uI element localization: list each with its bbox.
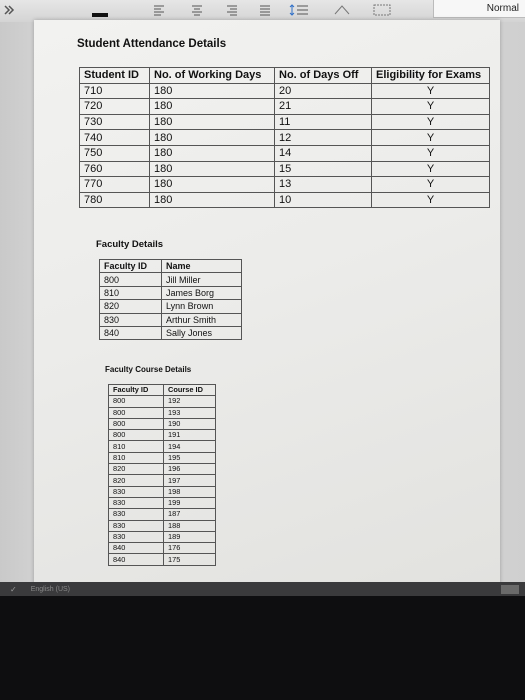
faculty-course-cell: 800 bbox=[109, 407, 164, 418]
faculty-course-cell: 199 bbox=[164, 497, 216, 508]
faculty-course-cell: 830 bbox=[109, 509, 164, 520]
faculty-cell: 830 bbox=[100, 313, 162, 326]
attendance-cell: 20 bbox=[275, 83, 372, 99]
faculty-course-header-cell: Course ID bbox=[164, 385, 216, 396]
faculty-course-cell: 810 bbox=[109, 452, 164, 463]
borders-icon[interactable] bbox=[372, 2, 392, 18]
attendance-cell: Y bbox=[372, 145, 490, 161]
faculty-course-title: Faculty Course Details bbox=[105, 365, 192, 374]
attendance-cell: 180 bbox=[150, 99, 275, 115]
spell-check-icon[interactable]: ✓ bbox=[10, 584, 17, 594]
faculty-course-row bbox=[109, 543, 216, 554]
attendance-cell: Y bbox=[372, 177, 490, 193]
faculty-course-cell: 193 bbox=[164, 407, 216, 418]
document-area bbox=[0, 22, 525, 582]
faculty-course-cell: 800 bbox=[109, 418, 164, 429]
faculty-course-row bbox=[109, 520, 216, 531]
attendance-cell: 180 bbox=[150, 145, 275, 161]
faculty-course-cell: 198 bbox=[164, 486, 216, 497]
line-spacing-icon[interactable] bbox=[288, 2, 310, 18]
faculty-course-cell: 176 bbox=[164, 543, 216, 554]
attendance-cell: 720 bbox=[80, 99, 150, 115]
attendance-cell: Y bbox=[372, 130, 490, 146]
faculty-course-row bbox=[109, 464, 216, 475]
attendance-cell: 15 bbox=[275, 161, 372, 177]
faculty-cell: Jill Miller bbox=[162, 273, 242, 286]
language-status[interactable]: English (US) bbox=[30, 585, 70, 593]
attendance-header-cell: Student ID bbox=[80, 68, 150, 84]
attendance-header-row bbox=[80, 68, 490, 84]
attendance-row bbox=[80, 192, 490, 208]
attendance-row bbox=[80, 130, 490, 146]
attendance-cell: 750 bbox=[80, 145, 150, 161]
attendance-cell: 180 bbox=[150, 192, 275, 208]
faculty-header-cell: Faculty ID bbox=[100, 260, 162, 273]
faculty-cell: 810 bbox=[100, 286, 162, 299]
faculty-cell: James Borg bbox=[162, 286, 242, 299]
attendance-cell: 180 bbox=[150, 114, 275, 130]
attendance-cell: 11 bbox=[275, 114, 372, 130]
faculty-row bbox=[100, 326, 242, 339]
faculty-row bbox=[100, 286, 242, 299]
faculty-cell: 820 bbox=[100, 300, 162, 313]
attendance-title: Student Attendance Details bbox=[77, 38, 227, 50]
faculty-course-row bbox=[109, 509, 216, 520]
desk-background bbox=[0, 596, 525, 700]
faculty-course-row bbox=[109, 418, 216, 429]
attendance-cell: Y bbox=[372, 83, 490, 99]
faculty-cell: 840 bbox=[100, 326, 162, 339]
faculty-header-row bbox=[100, 260, 242, 273]
style-normal-box[interactable] bbox=[433, 0, 525, 18]
attendance-cell: 180 bbox=[150, 161, 275, 177]
attendance-cell: Y bbox=[372, 114, 490, 130]
faculty-course-cell: 187 bbox=[164, 509, 216, 520]
attendance-cell: 12 bbox=[275, 130, 372, 146]
shading-icon[interactable] bbox=[332, 2, 352, 18]
view-toggle-icon[interactable] bbox=[501, 585, 519, 594]
attendance-cell: 10 bbox=[275, 192, 372, 208]
faculty-course-cell: 830 bbox=[109, 497, 164, 508]
font-color-icon[interactable] bbox=[90, 2, 110, 18]
faculty-course-row bbox=[109, 486, 216, 497]
attendance-header-cell: Eligibility for Exams bbox=[372, 68, 490, 84]
attendance-cell: 760 bbox=[80, 161, 150, 177]
faculty-course-row bbox=[109, 407, 216, 418]
attendance-cell: 770 bbox=[80, 177, 150, 193]
attendance-cell: 180 bbox=[150, 83, 275, 99]
faculty-cell: Lynn Brown bbox=[162, 300, 242, 313]
faculty-course-cell: 810 bbox=[109, 441, 164, 452]
faculty-course-row bbox=[109, 497, 216, 508]
attendance-cell: 710 bbox=[80, 83, 150, 99]
attendance-cell: Y bbox=[372, 161, 490, 177]
faculty-row bbox=[100, 300, 242, 313]
faculty-row bbox=[100, 273, 242, 286]
faculty-course-row bbox=[109, 554, 216, 565]
faculty-cell: 800 bbox=[100, 273, 162, 286]
status-bar bbox=[0, 582, 525, 596]
faculty-course-cell: 840 bbox=[109, 543, 164, 554]
faculty-course-cell: 830 bbox=[109, 486, 164, 497]
faculty-course-cell: 820 bbox=[109, 475, 164, 486]
faculty-course-cell: 820 bbox=[109, 464, 164, 475]
faculty-course-cell: 196 bbox=[164, 464, 216, 475]
faculty-row bbox=[100, 313, 242, 326]
faculty-course-row bbox=[109, 475, 216, 486]
faculty-table bbox=[99, 259, 242, 340]
style-normal-label: Normal bbox=[486, 3, 519, 14]
attendance-cell: Y bbox=[372, 99, 490, 115]
faculty-course-header-cell: Faculty ID bbox=[109, 385, 164, 396]
attendance-cell: 21 bbox=[275, 99, 372, 115]
faculty-course-table bbox=[108, 384, 216, 566]
faculty-course-cell: 192 bbox=[164, 396, 216, 407]
attendance-cell: 13 bbox=[275, 177, 372, 193]
attendance-cell: Y bbox=[372, 192, 490, 208]
faculty-course-cell: 191 bbox=[164, 430, 216, 441]
attendance-row bbox=[80, 83, 490, 99]
justify-icon[interactable] bbox=[258, 2, 272, 18]
document-page[interactable] bbox=[34, 20, 500, 586]
faculty-course-cell: 800 bbox=[109, 430, 164, 441]
attendance-row bbox=[80, 145, 490, 161]
attendance-cell: 740 bbox=[80, 130, 150, 146]
faculty-course-row bbox=[109, 430, 216, 441]
faculty-course-row bbox=[109, 396, 216, 407]
attendance-cell: 780 bbox=[80, 192, 150, 208]
faculty-course-cell: 197 bbox=[164, 475, 216, 486]
attendance-row bbox=[80, 99, 490, 115]
attendance-row bbox=[80, 114, 490, 130]
faculty-course-row bbox=[109, 441, 216, 452]
attendance-cell: 180 bbox=[150, 177, 275, 193]
attendance-header-cell: No. of Days Off bbox=[275, 68, 372, 84]
faculty-cell: Arthur Smith bbox=[162, 313, 242, 326]
styles-pane-icon[interactable] bbox=[2, 2, 16, 18]
attendance-cell: 730 bbox=[80, 114, 150, 130]
faculty-header-cell: Name bbox=[162, 260, 242, 273]
faculty-course-cell: 190 bbox=[164, 418, 216, 429]
attendance-table bbox=[79, 67, 490, 208]
faculty-course-row bbox=[109, 531, 216, 542]
faculty-course-cell: 194 bbox=[164, 441, 216, 452]
faculty-course-cell: 189 bbox=[164, 531, 216, 542]
align-right-icon[interactable] bbox=[225, 2, 239, 18]
attendance-header-cell: No. of Working Days bbox=[150, 68, 275, 84]
faculty-course-cell: 800 bbox=[109, 396, 164, 407]
faculty-course-cell: 840 bbox=[109, 554, 164, 565]
faculty-course-header-row bbox=[109, 385, 216, 396]
attendance-row bbox=[80, 161, 490, 177]
faculty-course-row bbox=[109, 452, 216, 463]
align-center-icon[interactable] bbox=[190, 2, 204, 18]
attendance-row bbox=[80, 177, 490, 193]
faculty-course-cell: 830 bbox=[109, 531, 164, 542]
align-left-icon[interactable] bbox=[152, 2, 166, 18]
faculty-cell: Sally Jones bbox=[162, 326, 242, 339]
faculty-course-cell: 175 bbox=[164, 554, 216, 565]
faculty-course-cell: 830 bbox=[109, 520, 164, 531]
faculty-title: Faculty Details bbox=[96, 239, 164, 250]
faculty-course-cell: 188 bbox=[164, 520, 216, 531]
attendance-cell: 180 bbox=[150, 130, 275, 146]
attendance-cell: 14 bbox=[275, 145, 372, 161]
faculty-course-cell: 195 bbox=[164, 452, 216, 463]
